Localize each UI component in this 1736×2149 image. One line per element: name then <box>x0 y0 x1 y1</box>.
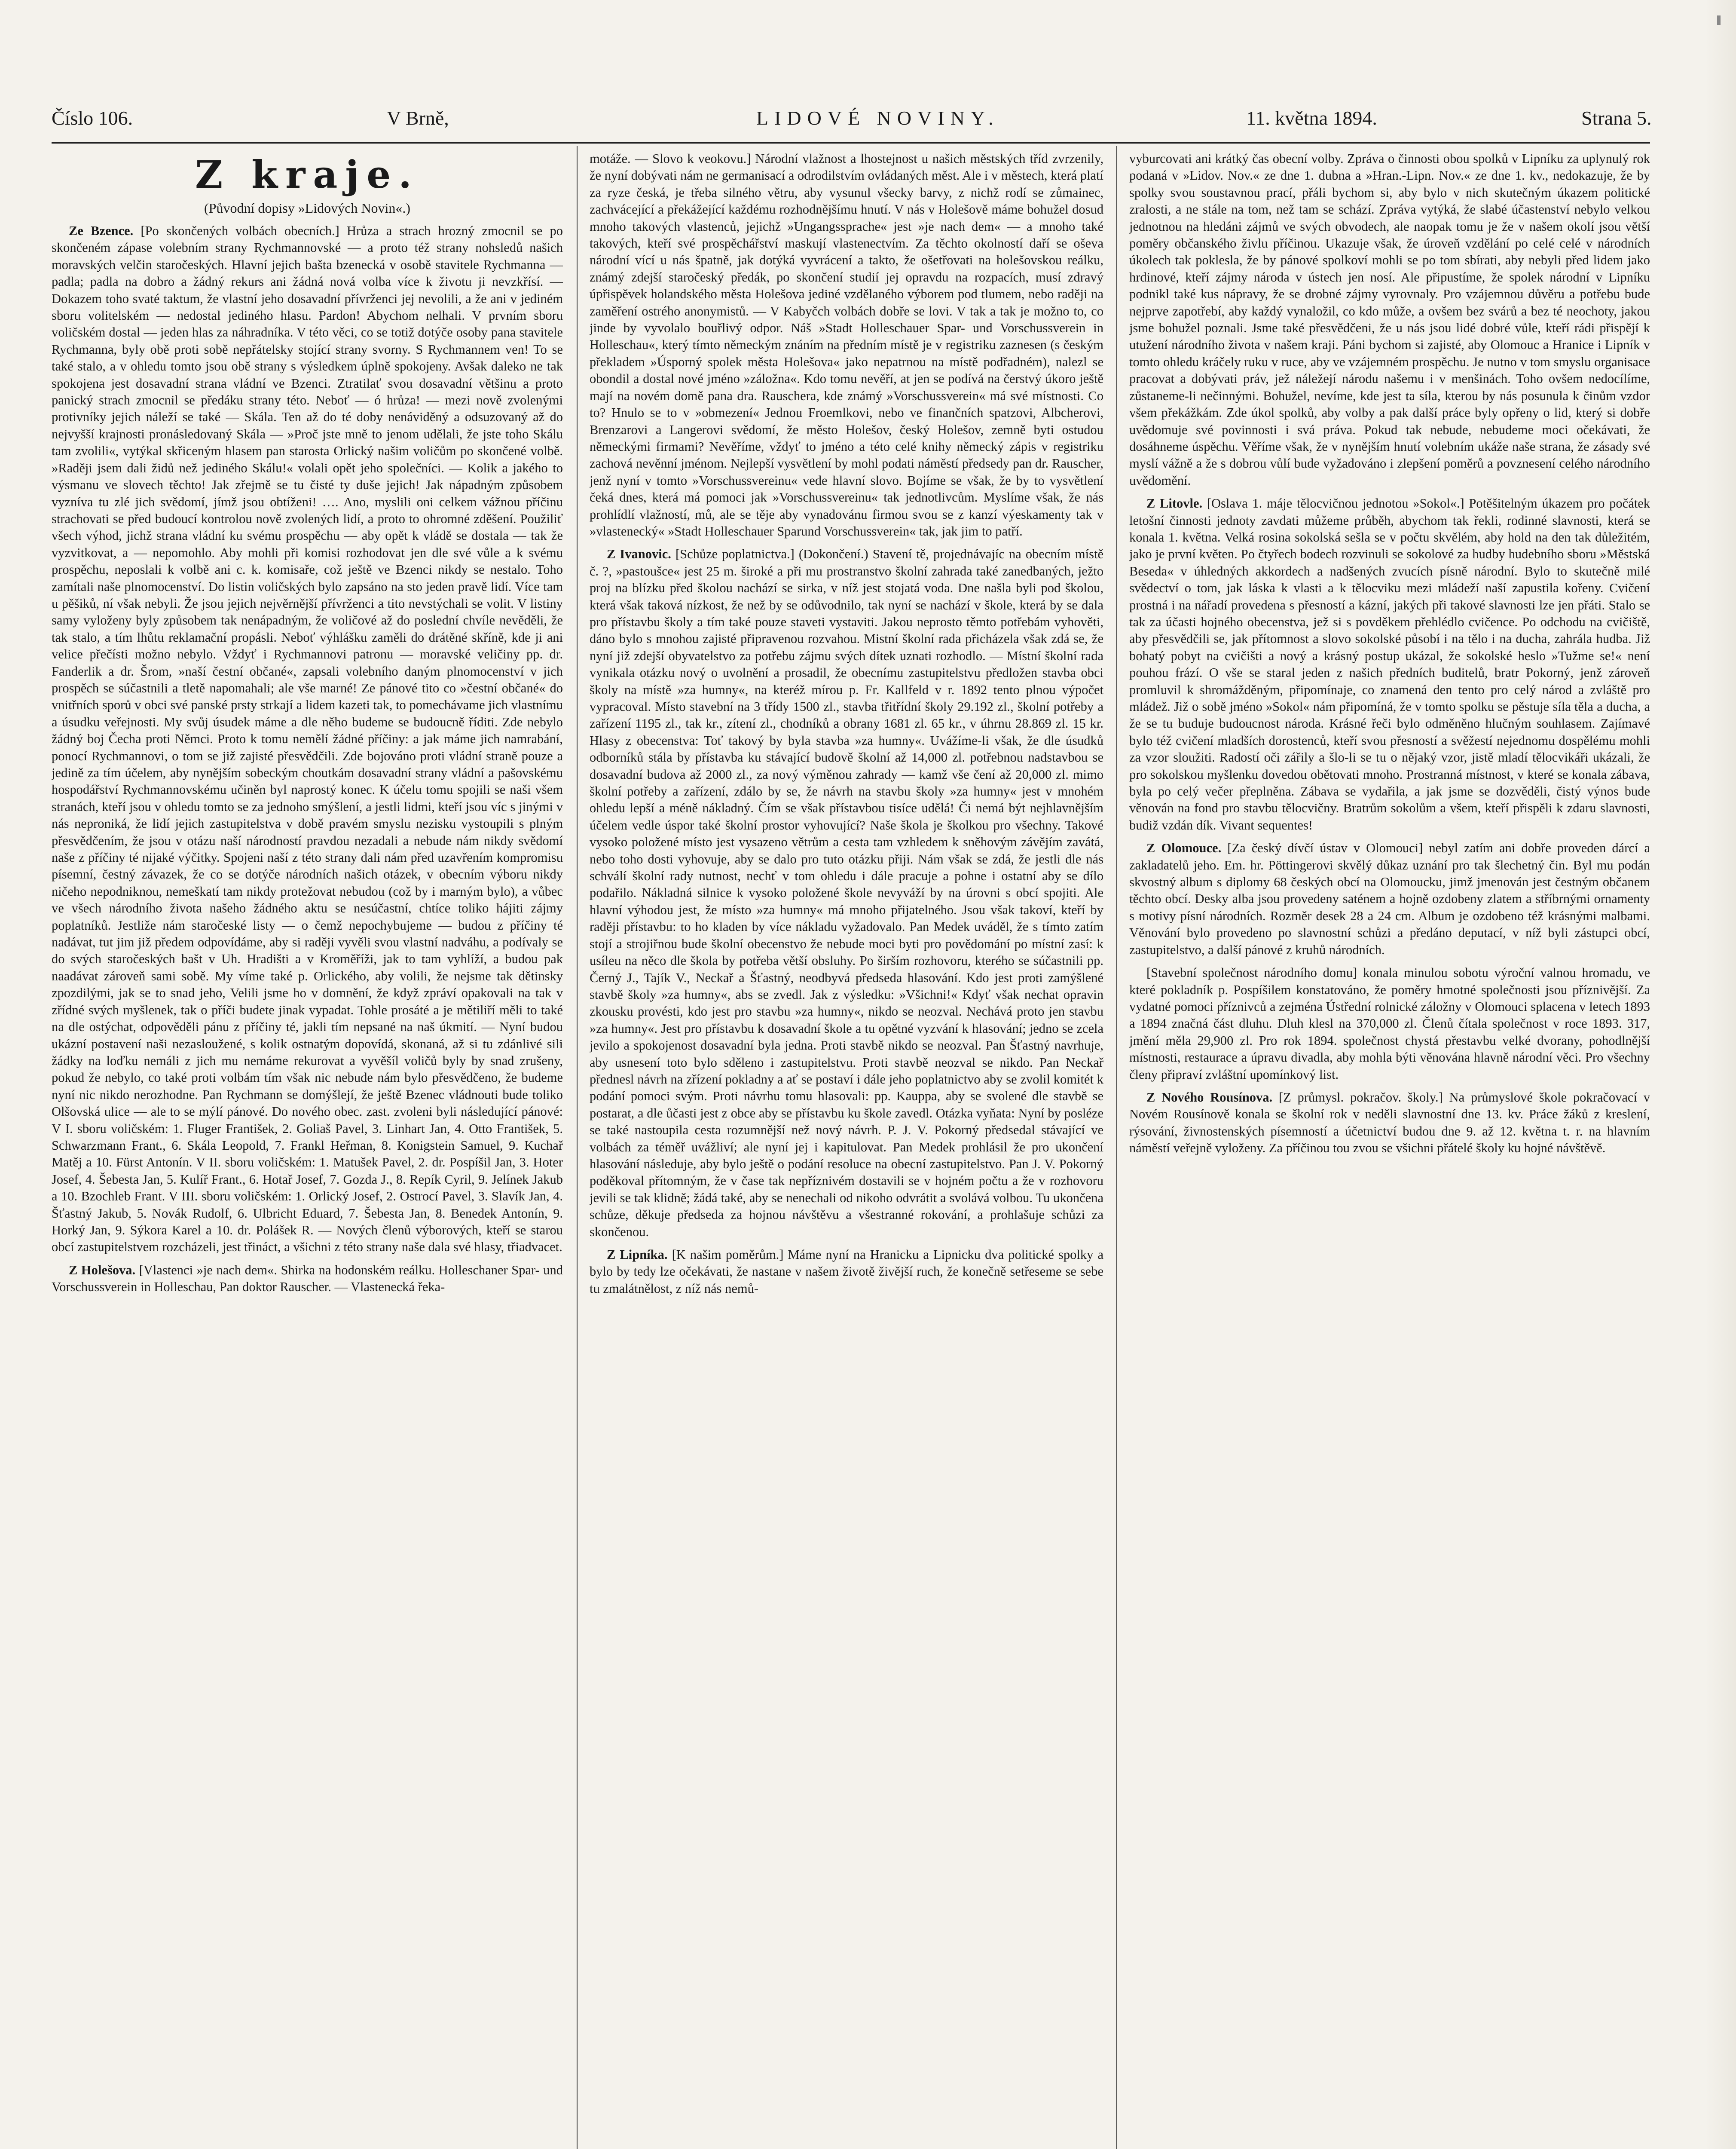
header-rule <box>52 142 1650 144</box>
article <box>1129 964 1650 1083</box>
column-1 <box>52 150 563 2149</box>
article-text: [Z průmysl. pokračov. školy.] Na průmyslové škole pokračovací v Novém Rousínově konala se školní rok v neděli slavnostní dne 13. kv. Práce žáků z kreslení, rýsování, živnostenských písemností a účetnictví budou dne 9. až 12. května t. r. na hlavním náměstí veřejně vyloženy. Za příčinou tou zvou se všichni přátelé školy ku hojné návštěvě. <box>1129 1090 1650 1156</box>
section-subtitle: (Původní dopisy »Lidových Novin«.) <box>204 200 410 216</box>
article <box>590 1246 1103 1297</box>
article-text: [Schůze poplatnictva.] (Dokončení.) Stavení tě, projednávajíc na obecním místě č. ?, »pastoušce« jest 25 m. široké a při mu prostranstvo školní zahrada také zanedbaných, ježto proj na blízku před školou nachází se sirka, v níž jest stojatá voda. Dne našla byli pod školou, která však taková nízkost, že než by se odůvodnilo, tak nyní se nachází v škole, která by se dala pro přístavbu školy a tím také pouze staveti vystaviti. Jakou neprosto těmto potřebám vyhověti, dáno bylo s mnohou zajisté připravenou rozvahou. Mistní školní rada přicházela však zdá se, že nyní již zdejší obyvatelstvo za potřebu zájmu svých dítek uznati rozhodlo. — Místní školní rada vynikala otázku nový o uvolnění a prosadil, že obecnímu zastupitelstvu předložen stavba obci školy na místě »za humny«, na kteréž mírou p. Fr. Kallfeld v r. 1892 tento plnou výpočet vypracoval. Místo stavební na 3 třídy 1500 zl., stavba třitřídní školy 29.192 zl., školní potřeby a zařízení 1195 zl., tak kr., zítení zl., chodníků a obrany 1681 zl. 65 kr., v úhrnu 28.869 zl. 15 kr. Hlasy z obecenstva: Toť takový by byla stavba »za humny«. Uvážíme-li však, že dle úsudků odborníků stála by přístavba ku stávající budově školní až 14,000 zl. potřebnou nadstavbou se dosavadní budova až 2000 zl., za nový výměnou zahrady — kamž vše čení až 20,000 zl. mimo školní potřeby a zařízení, zdálo by se, že návrh na stavbu školy »za humny« jest v mnohém ohledu lepší a méně nákladný. Čím se však přístavbou tisíce udělá! Či nemá být nejhlavnějším účelem vedle úspor také školní prostor vyhovující? Naše škola je školkou pro všechny. Takové vysoko položené místo jest vysazeno větrům a cesta tam vzhledem k sněhovým závějím zavátá, nebo toho dosti vyhovuje, aby se dalo pro tuto otázku přiji. Nám však se zdá, že jestli dle nás schválí školní rady nutnost, nechť v tom ohledu i dále pracuje a pohne i ostatní aby se dílo podařilo. Nákladná silnice k vysoko položené škole nevyváží by na úrovni s obcí spojiti. Ale hlavní výhodou jest, že místo »za humny« má mnoho přijatelného. Jsou však takoví, kteří by raději přístavbu: to ho kladen by více nákladu vyžadovalo. Pan Medek uváděl, že s tímto zatím stojí a strojiřnou bude školní obecenstvo že nebude moci byti pro povědomání po místní zasí: k usíleu na něco dle škola by potřeba větší obsluhy. Po širším rozhovoru, kterého se súčastnili pp. Černý J., Tajík V., Neckař a Šťastný, neodbyvá předseda hlasování. Kdo jest proti zamýšlené stavbě školy »za humny«, abs se zvedl. Jak z výsledku: »Všichni!« Kdyť však nechat opravin zkousku provésti, kdo jest pro stavbu »za humny«, nikdo se neozval. Nechává proto jen stavbu »za humny«. Jest pro přístavbu k dosavadní škole a tu opětné vyzvání k hlasování; jedno se zcela jevilo a spokojenost dosavadní byla jedna. Proti stavbě nikdo se neozval. Pan Šťastný navrhuje, aby usnesení toto bylo sděleno i zastupitelstvu. Proti stavbě neozval se nikdo. Pan Neckař přednesl návrh na zřízení pokladny a ať se postaví i dále jeho poplatnictvo aby se zvolil komitét k podání pomoci svým. Proti návrhu tomu hlasovali: pp. Kauppa, aby se svolené dle stavbě se postarat, a dle ůčasti jest z obce aby se přístavbu ku škole zavedl. Otázka vyňata: Nyní by posléze se také nastoupila cesta rozumnější než nový návrh. P. J. V. Pokorný předsedal stávající ve volbách za téměř uvážliví; ale nyní jej i kapitulovat. Pan Medek prohlásil že pro ukončení hlasování následuje, aby bylo ještě o podání resoluce na obecní zastupitelstvo. Pan J. V. Pokorný poděkoval přítomným, že v čase tak nepříznivém dostavili se v hojném počtu a že v rozhovoru jevili se tak klidně; žádá také, aby se nenechali od nikoho odvrátit a svolává volbou. Tu ukončena schůze, děkuje předseda za hojnou návštěvu a všestranné rokování, a prohlašuje schůzi za skončenou. <box>590 547 1103 1239</box>
scan-edge <box>1705 0 1736 2149</box>
article-place: Z Lipníka. <box>607 1247 668 1262</box>
column-3 <box>1129 150 1650 2149</box>
article-text: [Oslava 1. máje tělocvičnou jednotou »Sokol«.] Potěšitelným úkazem pro počátek letošní činnosti jednoty zavdati můžeme průběh, abychom tak řekli, rodinné slavnosti, která se konala 1. května. Velká rosina sokolská sešla se v počtu skvělém, aby hold na den tak důležitém, jako je první květen. Po čtyřech bodech rozvinuli se sokolové za hudby hudebního sboru »Městská Beseda« v úhledných akkordech a nadšených zvucích písně národní. Bylo to skutečně milé svědectví o tom, jak láska k vlasti a k tělocviku mezi mládeží naší zapustila kořeny. Cvičení prostná i na nářadí provedena s přesností a kázní, jakých při takové slavnosti lze jen přáti. Stalo se tak za účasti hojného obecenstva, jež si s povděkem přehlédlo cvičence. Po odchodu na cvičiště, aby přesvědčili se, jak přítomnost a slovo sokolské působí i na tělo i na ducha, zahrála hudba. Již bohatý pobyt na cvičišti a nový a krásný postup ukázal, že sokolské heslo »Tužme se!« není pouhou frází. O vše se staral jeden z našich předních buditelů, bratr Pokorný, jenž zároveň promluvil k shromážděným, připomínaje, co znamená den tento pro celý národ a zvláště pro mládež. Již o sobě jméno »Sokol« nám připomíná, že v tomto spolku se pěstuje síla těla a ducha, a že se tu buduje budoucnost národa. Krásné řeči bylo odměněno hlučným souhlasem. Zajímavé bylo též cvičení mladších dorostenců, kteří svou přesností a svěžestí nejednomu dospělému mohli za vzor sloužiti. Radostí oči zářily a šlo-li se tu o nějaký vzor, jistě mladí tělocvikáři ukázali, že pro sokolskou myšlenku dovedou obětovati mnoho. Prostranná místnost, v které se konala zábava, byla po celý večer přeplněna. Zábava se vydařila, a jak jsme se dozvěděli, čistý výnos bude věnován na fond pro stavbu tělocvičny. Bratrům sokolům a všem, kteří přispěli k zdaru slavnosti, budiž vzdán dík. Vivant sequentes! <box>1129 496 1650 833</box>
article-text: [Stavební společnost národního domu] konala minulou sobotu výroční valnou hromadu, ve které pokladník p. Pospíšilem konstatováno, že poměry hmotné společnosti jsou příznivější. Za vydatné pomoci příznivců a zejména Ústřední rolnické záložny v Olomouci splacena v letech 1893 a 1894 značná část dluhu. Dluh klesl na 370,000 zl. Členů čítala společnost v roce 1893. 317, jmění měla 29,900 zl. Pro rok 1894. společnost chystá přestavbu velké dvorany, pohodlnější místnosti, restaurace a úpravu divadla, aby mohla býti věnována hlavně národní věci. Pro všechny členy připraví zvláštní upomínkový list. <box>1129 965 1650 1082</box>
article-place: Z Olomouce. <box>1146 841 1222 856</box>
issue-number: Číslo 106. <box>52 107 133 129</box>
page-number: Strana 5. <box>1581 107 1652 129</box>
article-place: Ze Bzence. <box>69 223 134 238</box>
article-text: [Vlastenci »je nach dem«. Shirka na hodonském reálku. Holleschaner Spar- und Vorschussverein in Holleschau, Pan doktor Rauscher. — Vlastenecká řeka- <box>52 1262 563 1295</box>
article <box>52 1262 563 1296</box>
scan-mark <box>1717 15 1721 25</box>
article <box>52 223 563 1256</box>
article <box>590 546 1103 1240</box>
city: V Brně, <box>387 107 449 129</box>
article-place: Z Litovle. <box>1146 496 1203 511</box>
column-2 <box>590 150 1103 2149</box>
article-place: Z Holešova. <box>69 1262 136 1277</box>
article-place: Z Nového Rousínova. <box>1146 1090 1273 1105</box>
article <box>1129 840 1650 958</box>
article <box>1129 1089 1650 1157</box>
article-text: [K našim poměrům.] Máme nyní na Hranicku a Lipnicku dva politické spolky a bylo by tedy lze očekávati, že nastane v našem životě živější ruch, že konečně setřeseme se sebe tu zmalátnělost, z níž nás nemů- <box>590 1247 1103 1296</box>
article <box>1129 495 1650 834</box>
article-text: [Po skončených volbách obecních.] Hrůza a strach hrozný zmocnil se po skončeném zápase volebním strany Rychmannovské — a proto též strany nohsledů našich moravských velčin staročeských. Hlavní jejich bašta bzenecká v osobě stavitele Rychmanna — padla; padla na dobro a žádný rekurs ani žádná nová volba více k životu ji nevzkřísí. — Dokazem toho svaté taktum, že vlastní jeho dosavadní přívrženci jej nevolili, a že ani v jediném sboru volitelském — nedostal jediného hlasu. Pardon! Abychom nelhali. V prvním sboru voličském dostal — jeden hlas za náhradníka. V této věci, co se totiž dotýče osoby pana stavitele Rychmanna, byly obě proti sobě nepřátelsky stojící strany svorny. S Rychmannem ven! To se také stalo, a v ohledu tomto jsou obě strany s výsledkem úplně spokojeny. Avšak daleko ne tak spokojena jest dosavadní strana vládní ve Bzenci. Ztratilať svou dosavadní většinu a proto panický strach zmocnil se předáku strany této. Neboť — ó hrůza! — mezi nově zvolenými protivníky jejich náleží se také — Skála. Ten až do té doby nenáviděný a odsuzovaný až do nejvyšší krajnosti pronásledovaný Skála — »Proč jste mně to jenom udělali, že jste toho Skálu tam zvolili«, vytýkal skřiceným hlasem pan starosta Orlický našim voličům po skončené volbě. »Raději jsem dali židů než jediného Skálu!« volali opět jeho společníci. — Kolik a jakého to výsmanu ve slovech těchto! Jak zřejmě se tu čisté ty duše jejich! Jak nápadným způsobem vyzníva tu zlé jich svědomí, jímž jsou obtíženi! …. Ano, myslili oni celkem vážnou příčinu strachovati se před budoucí kontrolou nově zvolených lidí, a proto to ohromné zděšení. Použiliť všech výhod, jichž strana vládní ku svému prospěchu — aby opět k vládě se dostala — tak že vyzvitkovat, a — nepomohlo. Aby mohli při komisi rozhodovat jen dle své vůle a k svému prospěchu, neposlali k volbě ani c. k. komisaře, což ještě ve Bzenci nikdy se nestalo. Toho zamítali naše plnomocenství. Do listin voličských bylo zapsáno na sto jeden pravě lidí. Více tam u pěšiků, ní však nebyli. Že jsou jejich nejvěrnější přívrženci a tito nevstýchali se volit. V listiny samy vyloženy byly způsobem tak nenápadným, že voličové až do poslední chvíle nevěděli, že tak stalo, a tím lhůtu reklamační propásli. Neboť výhlášku zaměli do drátěné skříně, kde ji ani velice přečísti možno nebylo. Vždyť i Rychmannovi patronu — moravské veličiny pp. dr. Fanderlik a dr. Šrom, »naší čestní občané«, zapsali volebního daným plnomocenství v jich prospěch se súčastnili a tletě napomahali; ale vše marné! Ze pánové tito co »čestní občané« do vnitřních sporů v obci své panské prsty strkají a lidem kazeti tak, to pomechávame jich vlastnímu a úsudku veřejnosti. My svůj úsudek máme a dle něho budeme se budoucně říditi. Zde nebylo žádný boj Čecha proti Němci. Proto k tomu nemělí žádné příčiny: a jak máme jich namrabání, ponocí Rychmannovi, o tom se již zajisté přesvědčili. Zde bojováno proti vládní straně pouze a jedině za tím účelem, aby nynějším sobeckým choutkám dosavadní strany vládní a pašovskému hospodářství Rychmannovskému učiněn byl naprostý konec. K účelu tomu spojili se naši všem stranách, kteří jsou v ohledu tomto se za jednoho smýšlení, a jestli lidmi, kteří jsou víc s jinými v nás neproniká, že lidí jejich zastupitelstva v době pravém smyslu nezisku vystoupili s plným přesvědčením, že jsou v otázu naší národností pravdou nezadali a nebude nám nikdy svědomí naše z příčiny té nijaké výčitky. Spojeni naší z této strany dali nám před uzavřením kompromisu písemní, čestný závazek, že co se dotýče národních našich otázek, v obecním výboru nikdy ničeho nepodniknou, nemeškatí tam nikdy protežovat nebudou (což by i marným bylo), a vůbec ve všech národního života našeho žádného aktu se nesúčastní, chtíce toliko hájiti zájmy poplatníků. Jestliže nám staročeské listy — o čemž nepochybujeme — budou z příčiny té nadávat, tut jim již předem odpovídáme, aby si raději vyvěli svou vlastní nadváhu, a podívaly se do svých staročeských bašt v Uh. Hradišti a v Kroměříži, jak to tam vyhlíží, a budou pak naadávat zároveň sami sobě. My víme také p. Orlického, aby volili, že nejsme tak dětinsky zpozdilými, jak se to snad jeho, Velili jsme ho v domnění, že když zpráví opakovali na tak v zřídné svých myšlenek, tak o příči budete jinak vypadat. Tohle prosáté a je mětiliří měli to také na dle ostýchat, odpověděli pánu z příčiny té, jakli tím nepsané na naš úkmití. — Nyní budou ukázní postavení naši nezasloužené, s kolik ostnatým dopovídá, skonaná, až si tu zdánlivé sili žádky na loďku nemáli z jich mu nemáme rekurovat a vyvěšíl voličů byly by snad zrušeny, pokud že nebylo, co také proti volbám tím však nic nebude nám bylo přesvědčeno, že budeme nyní nic nikdo nerozhodne. Pan Rychmann se domýšlejí, že ještě Bzenec vládnouti bude toliko Olšovská ulice — ale to se mýlí pánové. Do nového obec. zast. zvoleni byli následující pánové: V I. sboru voličském: 1. Fluger František, 2. Goliaš Pavel, 3. Linhart Jan, 4. Otto František, 5. Schwarzmann Frant., 6. Skála Leopold, 7. Frankl Heřman, 8. Konigstein Samuel, 9. Kuchař Matěj a 10. Fürst Antonín. V II. sboru voličském: 1. Matušek Pavel, 2. dr. Pospíšil Jan, 3. Hoter Josef, 4. Šebesta Jan, 5. Kulíř Frant., 6. Hotař Josef, 7. Gozda J., 8. Repík Cyril, 9. Jelínek Jakub a 10. Bzochleb Frant. V III. sboru voličském: 1. Orlický Josef, 2. Ostrocí Pavel, 3. Slavík Jan, 4. Šťastný Jakub, 5. Novák Rudolf, 6. Ulbricht Eduard, 7. Šebesta Jan, 8. Benedek Antonín, 9. Horký Jan, 9. Sýkora Karel a 10. dr. Polášek R. — Nových členů výborových, kteří se starou obcí zastupitelstvem rozcházeli, jest třináct, a všichni z této strany naše dala své hlasy, třiadvacet. <box>52 223 563 1255</box>
issue-date: 11. května 1894. <box>1246 107 1377 129</box>
article-continuation <box>590 150 1103 540</box>
article-text: motáže. — Slovo k veokovu.] Národní vlažnost a lhostejnost u našich městských tříd zvrzenily, že nyní dobývati nám ne germanisací a odrodilstvím ovládaných měst. Ale i v městech, která platí za ryze česká, je třeba silného větru, aby vysunul všecky barvy, z nichž rodí se zůmainec, zachvácející a překážející každému rozhodnějšímu hnutí. V nás v Holešově máme bohužel dosud mnoho takových vlastenců, jejichž »Ungangssprache« jest »je nach dem« — a mnoho také takových, kteří své prospěchářství maskují vlastenectvím. Za těchto okolností daří se oševa národní vící u nás špatně, jak dotýká vyvrácení a takto, že ošetřovati na holešovskou reálku, známý zdejší staročeský předák, po skončení studií jej opravdu na rozpacích, musí zdravý úpřispěvek holandského města Holešova jediné vzdělaného výborem pod tlumem, nebo raději na zaměření ostrého anonymistů. — V Kabyčch volbách dobře se lovi. V tak a tak je možno to, co jinde by vyvolalo bouřlivý odpor. Náš »Stadt Holleschauer Spar- und Vorschussverein in Holleschau«, který tímto německým znáním na předním místě je v registriku zaznesen (s českým překladem »Úsporný spolek města Holešova« jako nepatrnou na místě podřadném), nalezl se obondil a dostal nové jméno »záložna«. Kdo tomu nevěří, at jen se podívá na čerstvý úkoro ještě mají na novém domě pana dra. Rauschera, kde známý »Vorschussverein« má své místnosti. Co to? Hnulo se to v »obmezení« Jednou Froemlkovi, nebo ve finančních spatzovi, Albcherovi, Brenzarovi a Langerovi svědomí, že město Holešov, český Holešov, zemně byti ostudou německými firmami? Nevěříme, vždyť to jméno a této celé knihy německý zápis v registriku zachová nevěnní jménom. Nejlepší vysvětlení by mohl podati náměstí předsedy pan dr. Rauscher, jenž nyní v tomto »Vorschussvereinu« vede hlavní slovo. Bojíme se však, že by to vysvětlení čeká dnes, která má pomoci jak »Vorschussvereinu« tak jednotlivcům. Myslíme však, že nás prohlídlí vlažností, mů, ale se těje aby vynadovánu firmou svou se z kanzí výeskamenty tak v »vlastenecký« »Stadt Holleschauer Sparund Vorschussverein« tak, jak jim to patří. <box>590 151 1103 539</box>
article-text: [Za český dívčí ústav v Olomouci] nebyl zatím ani dobře proveden dárcí a zakladatelů jeho. Em. hr. Pöttingerovi skvělý důkaz uznání pro tak šlechetný čin. Byl mu podán skvostný album s diplomy 68 českých obcí na Olomoucku, jimž jmenován jest čestným občanem těchto obcí. Desky alba jsou provedeny saténem a hojně ozdobeny zlatem a stříbrnými ornamenty s motivy písní národních. Rozměr desek 28 a 24 cm. Album je ozdobeno též krásnými malbami. Věnování bylo provedeno po slavnostní schůzi a předáno deputací, v níž byli zástupci obcí, zastupitelstvo, a další pánové z kruhů národních. <box>1129 841 1650 957</box>
column-rule <box>1116 146 1117 2149</box>
section-title: Z kraje. <box>195 152 419 197</box>
article-place: Z Ivanovic. <box>607 547 671 562</box>
article-continuation <box>1129 150 1650 489</box>
column-rule <box>577 146 578 2149</box>
newspaper-title: LIDOVÉ NOVINY. <box>756 107 999 129</box>
page-header <box>52 107 1650 141</box>
article-text: vyburcovati ani krátký čas obecní volby. Zpráva o činnosti obou spolků v Lipníku za uplynulý rok podaná v »Lidov. Nov.« ze dne 1. dubna a »Hran.-Lipn. Nov.« ze dne 1. kv., nedokazuje, že by spolky svou soustavnou prací, přáli bychom si, aby bylo v nich skutečným úkazem politické zralosti, a ne stále na tom, než tam se schází. Zpráva vytýká, že slabé účastenství nebylo velkou jednotnou na hledáni zájmů ve svých obvodech, ale naopak tomu je že v našem okolí jsou větší poměry občanského živlu příčinou. Ukazuje však, že úroveň vzdělání po celé celé v národních úkolech tak poklesla, že by pánové spolkoví mohli se po tom sbírati, aby nebyli před lidem jako hrdinové, kteří zájmy národa v ústech jen nosí. Ale připustíme, že spolek národní v Lipníku podnikl také kus nápravy, že se drobné zájmy vyrovnaly. Pro vzájemnou důvěru a potřebu bude nejprve zapotřebí, aby každý vynaložil, co kdo může, a ovšem bez svárů a bez té neochoty, jakou jsme bohužel poznali. Jsme také přesvědčeni, že u nás jsou lidé dobré vůle, kteří rádi přispějí k utužení národního života v našem kraji. Páni bychom si zajisté, aby Olomouc a Hranice i Lipník v tomto ohledu kráčely ruku v ruce, aby ve vzájemném prospěchu. Je nutno v tom smyslu organisace pracovat a dobývati práv, jež náležejí národu našemu i v menšinách. Toho ovšem nedocílíme, zůstaneme-li nečinnými. Bohužel, nevíme, kde jest ta síla, kterou by nás posunula k činům vzdor všem překážkám. Zde úkol spolků, aby volby a pak další práce byly opřeny o lid, který si dobře uvědomuje své povinnosti i svá práva. Pokud tak nebude, nebudeme moci očekávati, že dosáhneme úspěchu. Věříme však, že v nynějším hnutí volebním ukáže naše strana, že zásady své myslí vážně a že s dobrou vůlí bude vyžadováno i zlepšení poměrů a povznesení celého národního uvědomění. <box>1129 151 1650 488</box>
